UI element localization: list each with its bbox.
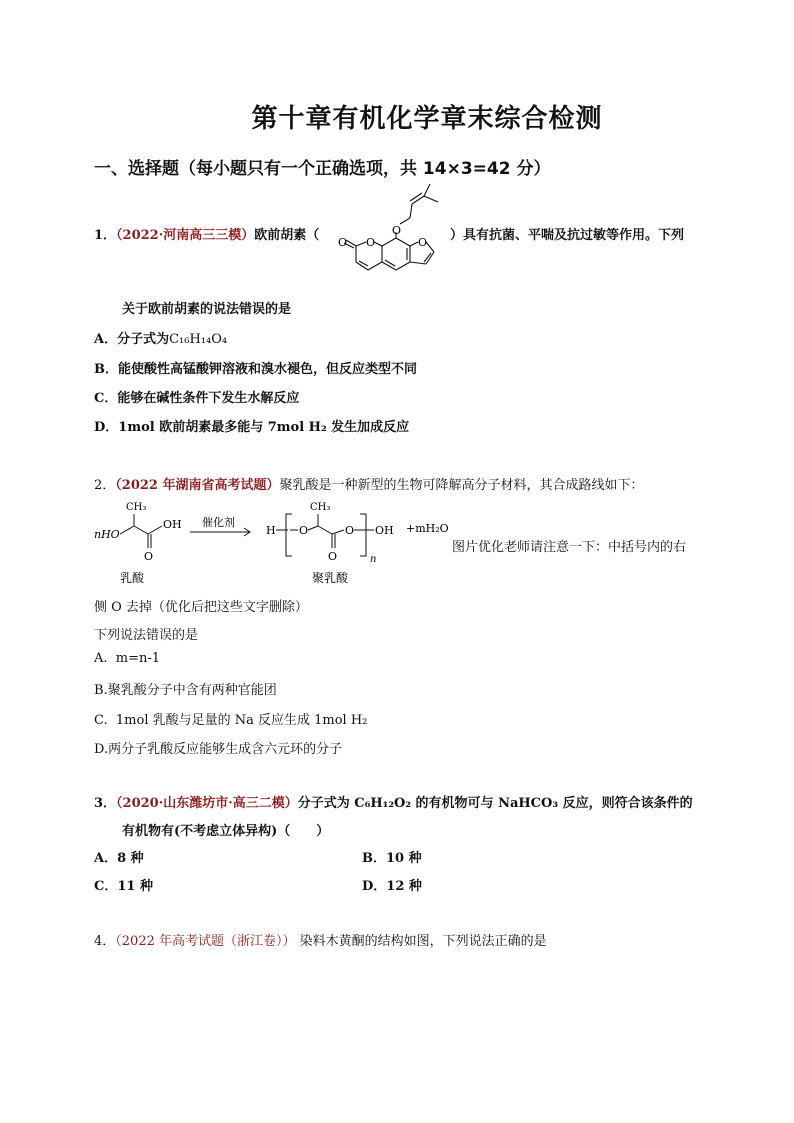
section-heading: 一、选择题（每小题只有一个正确选项，共 14×3=42 分） bbox=[94, 159, 551, 179]
option-text: 8 种 bbox=[117, 851, 144, 866]
question-1-option-d bbox=[94, 416, 409, 435]
question-1-post: ）具有抗菌、平喘及抗过敏等作用。下列 bbox=[450, 228, 685, 243]
question-2-note-line2: 侧 O 去掉（优化后把这些文字删除） bbox=[94, 600, 308, 615]
product-ether-o: O bbox=[299, 524, 309, 537]
product-ch3: CH₃ bbox=[310, 502, 331, 513]
question-2-stem: 聚乳酸是一种新型的生物可降解高分子材料，其合成路线如下： bbox=[279, 478, 644, 493]
option-label: B. bbox=[94, 683, 108, 698]
option-text: 12 种 bbox=[386, 879, 422, 894]
option-label: D. bbox=[94, 742, 109, 757]
reactant-ch3: CH₃ bbox=[126, 502, 147, 513]
question-2-option-c bbox=[94, 709, 367, 728]
option-label: A． bbox=[94, 332, 118, 347]
product-ester-o: O bbox=[345, 524, 355, 537]
option-label: C． bbox=[94, 391, 118, 406]
option-text: 两分子乳酸反应能够生成含六元环的分子 bbox=[108, 742, 343, 757]
reactant-prefix: nHO bbox=[94, 528, 120, 541]
question-3-line2: 有机物有(不考虑立体异构)（ ） bbox=[122, 824, 330, 839]
option-text: 能够在碱性条件下发生水解反应 bbox=[117, 391, 300, 406]
catalyst-label: 催化剂 bbox=[202, 516, 235, 529]
question-1-option-a bbox=[94, 328, 227, 347]
question-3-option-a bbox=[94, 847, 144, 866]
structure-label-ring-o: O bbox=[366, 236, 376, 249]
question-3-option-c bbox=[94, 875, 153, 894]
question-3-number: 3． bbox=[94, 796, 117, 811]
question-3-line1 bbox=[94, 792, 693, 811]
option-formula: C₁₆H₁₄O₄ bbox=[169, 332, 228, 347]
structure-label-furan-o: O bbox=[418, 236, 428, 249]
option-text: 聚乳酸分子中含有两种官能团 bbox=[107, 683, 277, 698]
option-text: m=n-1 bbox=[115, 651, 161, 666]
question-1-number: 1． bbox=[94, 228, 117, 243]
option-label: B． bbox=[94, 362, 118, 377]
question-1-line1 bbox=[94, 224, 319, 243]
option-text: 10 种 bbox=[386, 851, 422, 866]
product-oh: OH bbox=[375, 524, 394, 537]
option-label: A． bbox=[94, 851, 118, 866]
question-1-source: （2022·河南高三三模） bbox=[116, 228, 255, 243]
option-label: D． bbox=[94, 420, 119, 435]
question-2-option-d bbox=[94, 738, 342, 757]
option-label: C． bbox=[94, 879, 118, 894]
option-text: 分子式为 bbox=[117, 332, 170, 347]
question-2-option-b bbox=[94, 679, 277, 698]
option-label: C. bbox=[94, 713, 108, 728]
reactant-carbonyl-o: O bbox=[144, 550, 154, 563]
reactant-oh: OH bbox=[163, 518, 182, 531]
structure-label-carbonyl-o: O bbox=[338, 236, 348, 249]
question-4-line1 bbox=[94, 930, 547, 949]
question-2-note-line1: 图片优化老师请注意一下：中括号内的右 bbox=[452, 540, 687, 555]
question-1-line2: 关于欧前胡素的说法错误的是 bbox=[122, 302, 292, 317]
option-label: A. bbox=[94, 651, 108, 666]
question-4-stem: 染料木黄酮的结构如图，下列说法正确的是 bbox=[299, 934, 547, 949]
question-2-question: 下列说法错误的是 bbox=[94, 628, 199, 643]
reactant-name: 乳酸 bbox=[120, 571, 145, 585]
page-title: 第十章有机化学章末综合检测 bbox=[251, 104, 603, 134]
byproduct: +mH₂O bbox=[406, 522, 449, 535]
question-2-source: （2022 年湖南省高考试题） bbox=[115, 478, 280, 493]
question-1-option-c bbox=[94, 387, 299, 406]
option-text: 1mol 欧前胡素最多能与 7mol H₂ 发生加成反应 bbox=[118, 420, 410, 435]
option-text: 11 种 bbox=[117, 879, 153, 894]
question-1-structure bbox=[318, 176, 450, 276]
question-2-reaction-scheme bbox=[90, 498, 470, 590]
question-2-number: 2． bbox=[94, 478, 116, 493]
question-3-option-b bbox=[362, 847, 422, 866]
product-h: H bbox=[266, 524, 276, 537]
option-label: D． bbox=[362, 879, 387, 894]
question-4-source: （2022 年高考试题（浙江卷）） bbox=[115, 934, 296, 949]
structure-label-ether-o: O bbox=[392, 224, 402, 237]
question-4-number: 4． bbox=[94, 934, 116, 949]
question-2-line1 bbox=[94, 474, 644, 493]
question-3-stem: 分子式为 C₆H₁₂O₂ 的有机物可与 NaHCO₃ 反应，则符合该条件的 bbox=[297, 796, 693, 811]
question-3-option-d bbox=[362, 875, 422, 894]
question-2-option-a bbox=[94, 651, 160, 666]
option-text: 能使酸性高锰酸钾溶液和溴水褪色，但反应类型不同 bbox=[118, 362, 418, 377]
question-1-option-b bbox=[94, 358, 417, 377]
question-3-source: （2020·山东潍坊市·高三二模） bbox=[116, 796, 298, 811]
product-name: 聚乳酸 bbox=[312, 571, 349, 585]
option-label: B． bbox=[362, 851, 386, 866]
question-1-pre: 欧前胡素（ bbox=[254, 228, 320, 243]
product-n: n bbox=[370, 554, 377, 565]
option-text: 1mol 乳酸与足量的 Na 反应生成 1mol H₂ bbox=[115, 713, 368, 728]
product-carbonyl-o: O bbox=[328, 550, 338, 563]
